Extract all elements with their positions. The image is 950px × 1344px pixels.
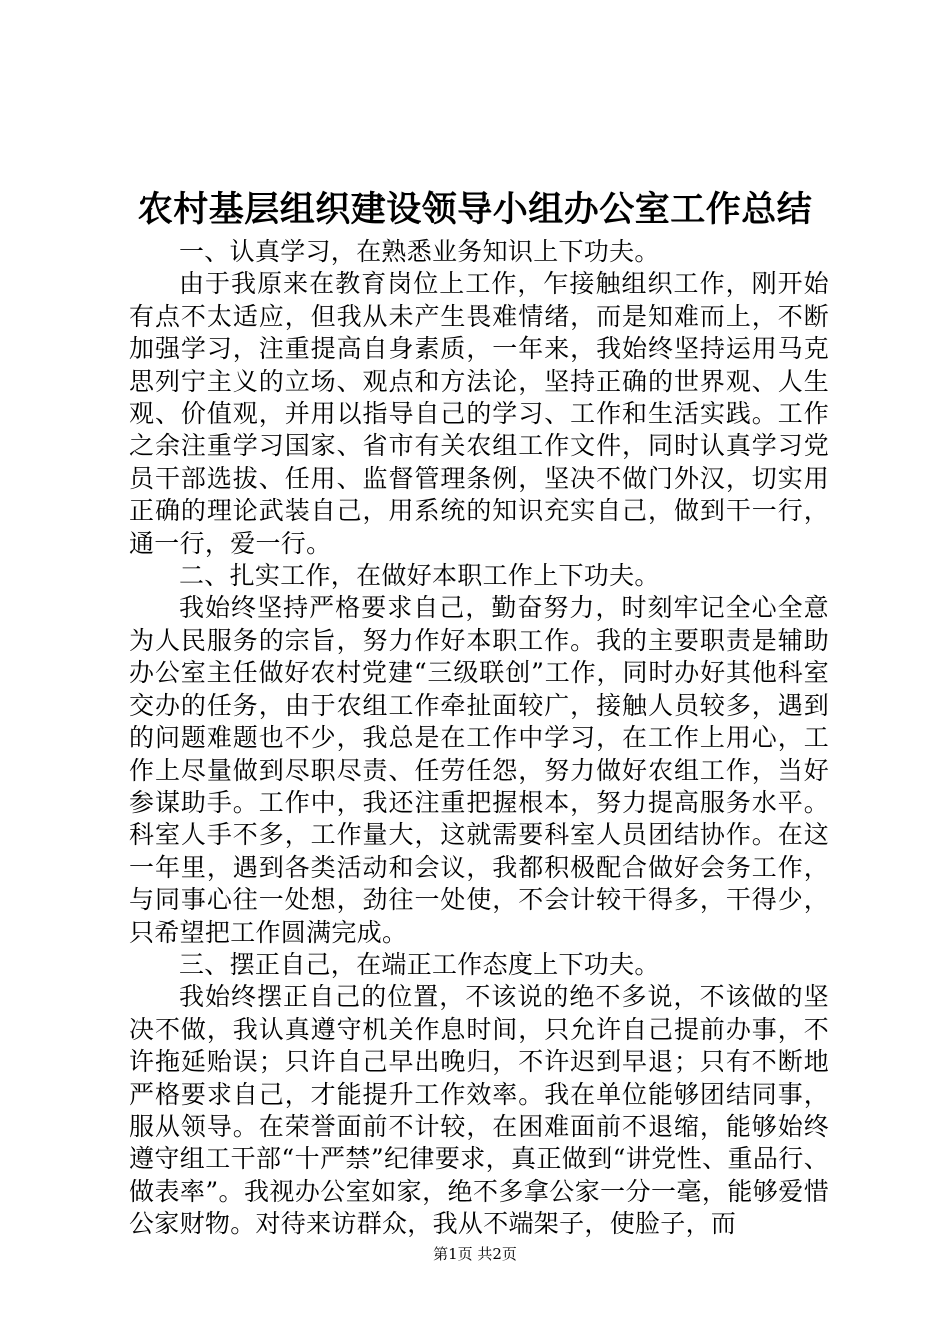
paragraph-3: 我始终摆正自己的位置，不该说的绝不多说，不该做的坚决不做，我认真遵守机关作息时间，只允许自己提前办事，不许拖延贻误；只许自己早出晚归，不许迟到早退；只有不断地严格要求自己，才能提升工作效率。我在单位能够团结同事，服从领导。在荣誉面前不计较，在困难面前不退缩，能够始终遵守组工干部“十严禁”纪律要求，真正做到“讲党性、重品行、做表率”。我视办公室如家，绝不多拿公家一分一毫，能够爱惜公家财物。对待来访群众，我从不端架子，使脸子，而 [129,982,829,1239]
section-heading-3: 三、摆正自己，在端正工作态度上下功夫。 [179,949,660,979]
paragraph-1: 由于我原来在教育岗位上工作，乍接触组织工作，刚开始有点不太适应，但我从未产生畏难情绪，而是知难而上，不断加强学习，注重提高自身素质，一年来，我始终坚持运用马克思列宁主义的立场、观点和方法论，坚持正确的世界观、人生观、价值观，并用以指导自己的学习、工作和生活实践。工作之余注重学习国家、省市有关农组工作文件，同时认真学习党员干部选拔、任用、监督管理条例，坚决不做门外汉，切实用正确的理论武装自己，用系统的知识充实自己，做到干一行，通一行，爱一行。 [129,269,829,558]
section-heading-2: 二、扎实工作，在做好本职工作上下功夫。 [179,561,660,591]
document-title: 农村基层组织建设领导小组办公室工作总结 [137,189,813,230]
paragraph-2: 我始终坚持严格要求自己，勤奋努力，时刻牢记全心全意为人民服务的宗旨，努力作好本职工作。我的主要职责是辅助办公室主任做好农村党建“三级联创”工作，同时办好其他科室交办的任务，由于农组工作牵扯面较广，接触人员较多，遇到的问题难题也不少，我总是在工作中学习，在工作上用心，工作上尽量做到尽职尽责、任劳任怨，努力做好农组工作，当好参谋助手。工作中，我还注重把握根本，努力提高服务水平。科室人手不多，工作量大，这就需要科室人员团结协作。在这一年里，遇到各类活动和会议，我都积极配合做好会务工作，与同事心往一处想，劲往一处使，不会计较干得多，干得少，只希望把工作圆满完成。 [129,593,829,947]
section-heading-1: 一、认真学习，在熟悉业务知识上下功夫。 [179,237,660,266]
document-body [129,236,829,1241]
page-footer: 第1页 共2页 [433,1245,517,1263]
